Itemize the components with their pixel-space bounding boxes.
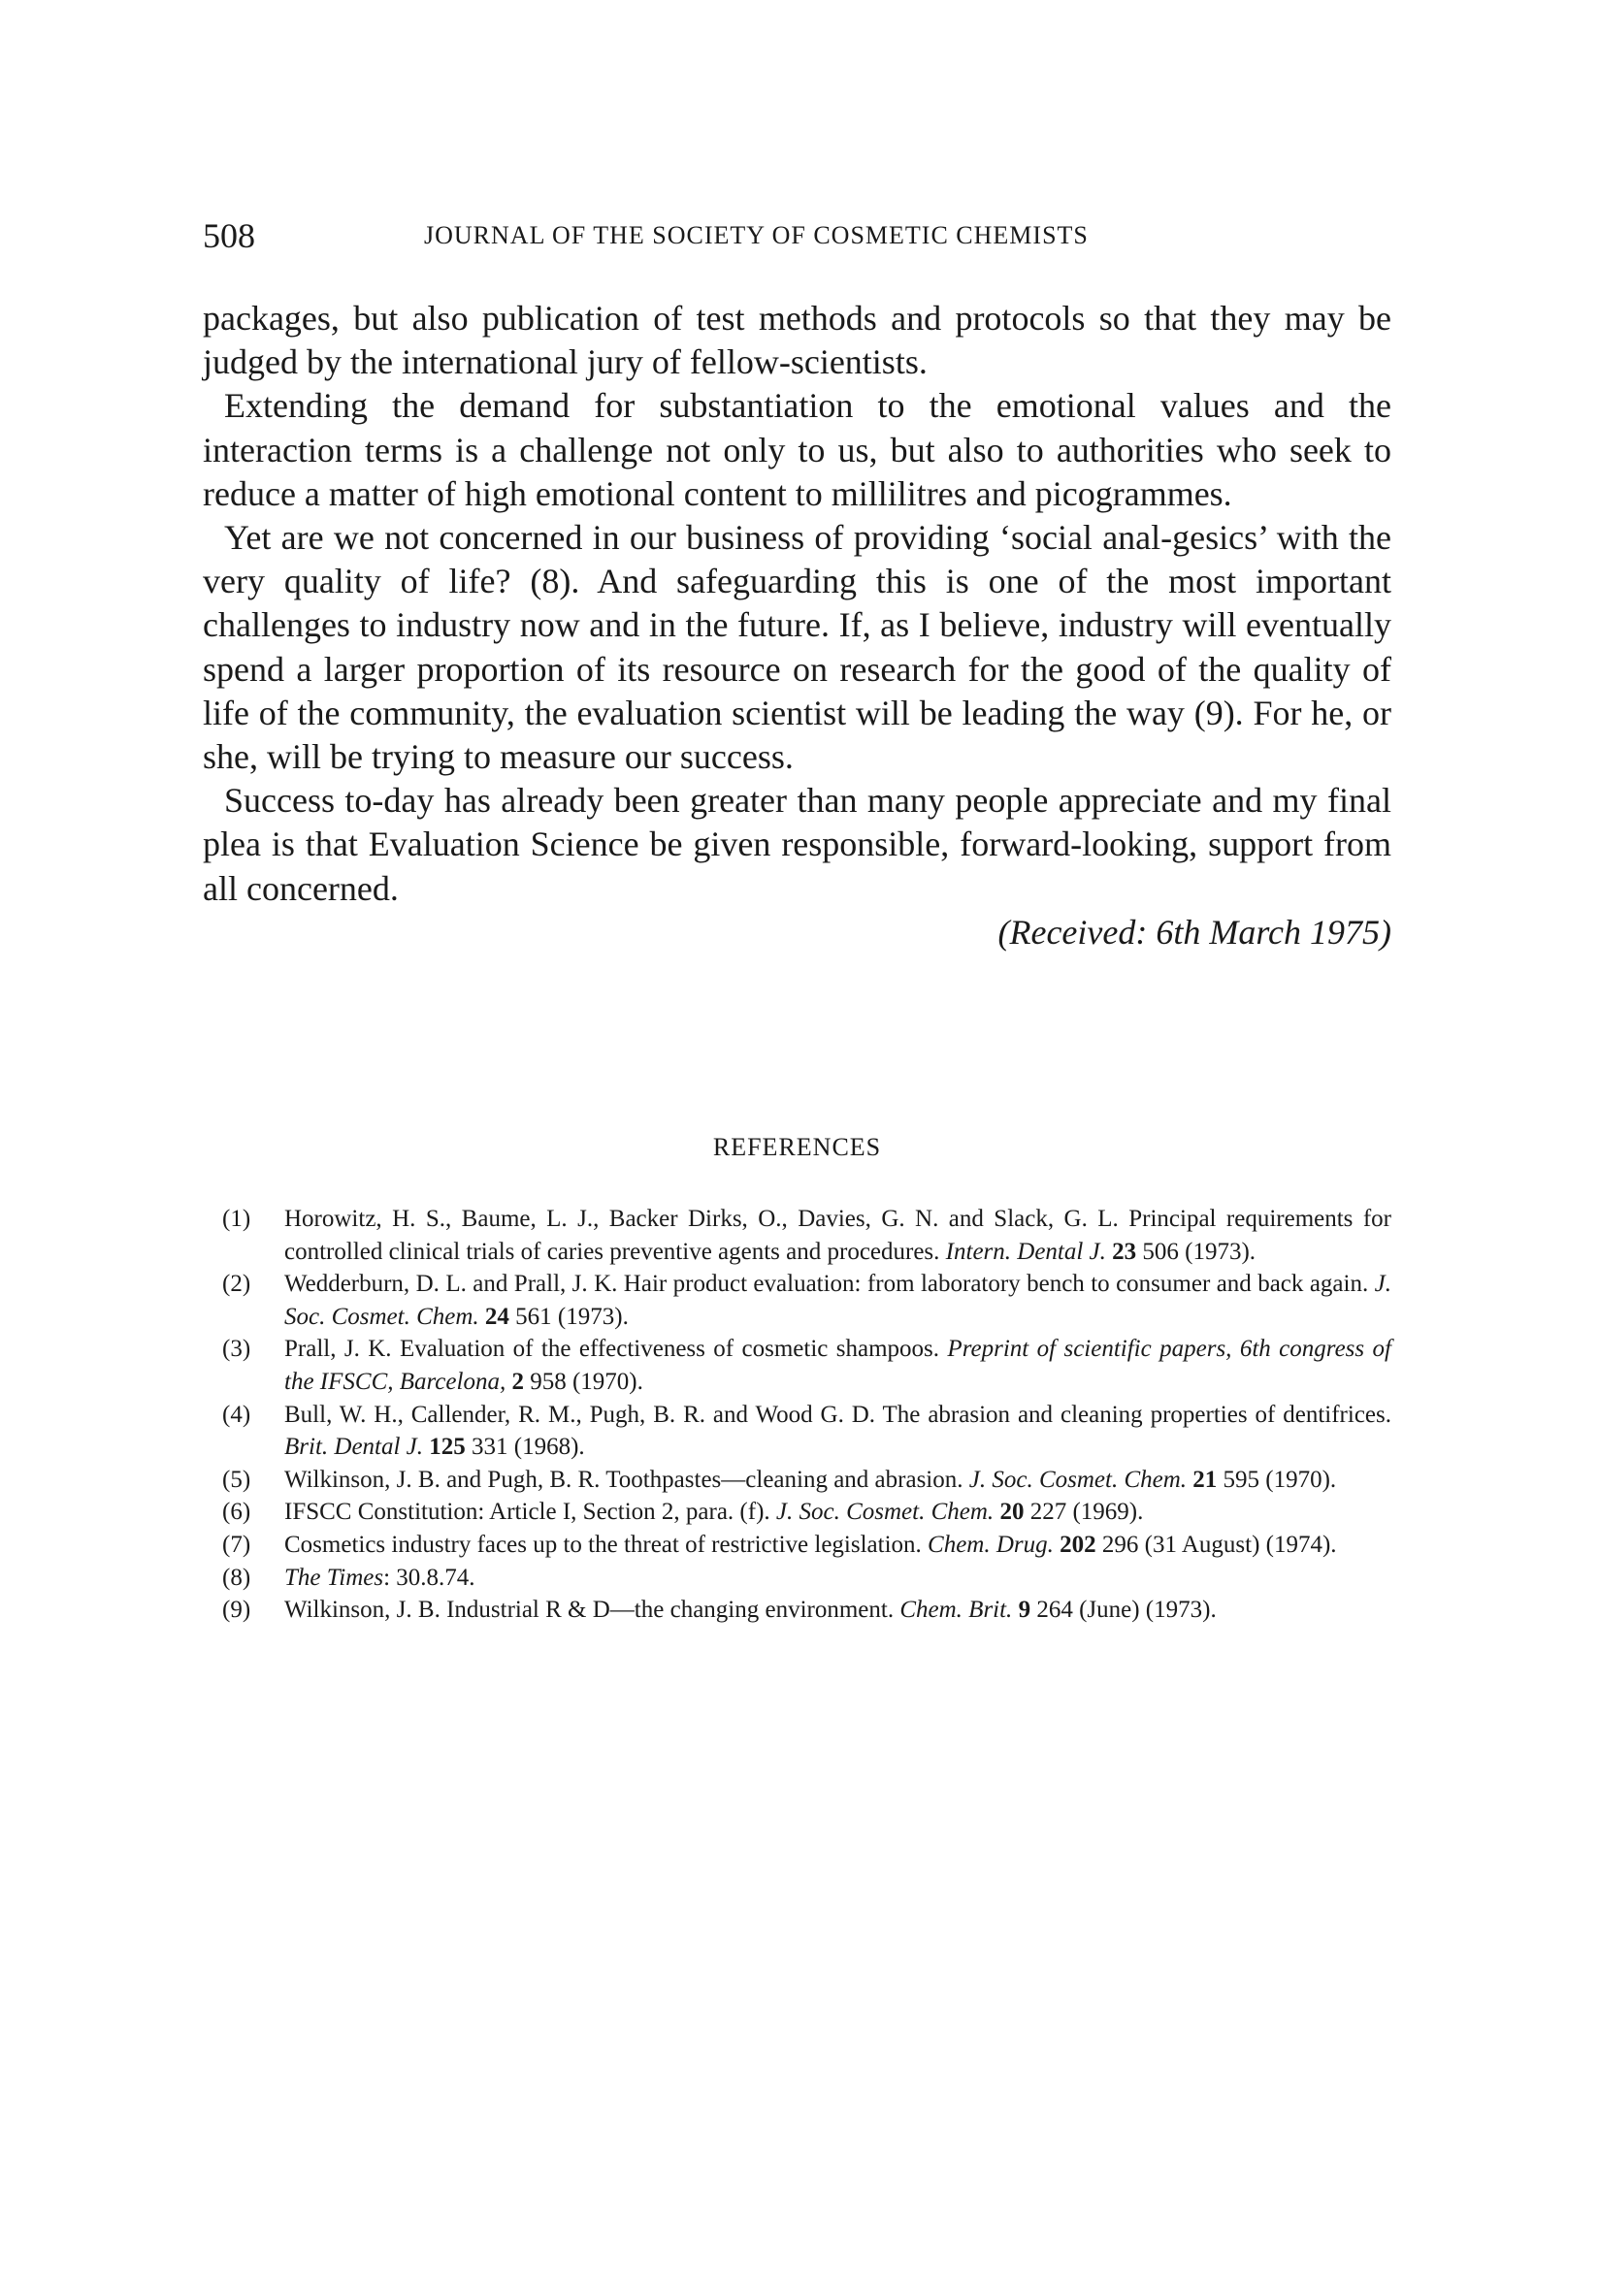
reference-text: 24 [484,1303,509,1330]
reference-text: 595 (1970). [1217,1466,1337,1493]
reference-item [222,1203,1391,1268]
reference-item [222,1464,1391,1497]
reference-number: (8) [222,1564,251,1591]
reference-text: 21 [1192,1466,1218,1493]
reference-text: 23 [1112,1238,1137,1265]
paragraph: Extending the demand for substantiation to the emotional values and the interaction terms is a challenge not only to us, but also to authorities who seek to reduce a matter of high emotional content to millilitres and picogrammes. [203,386,1391,513]
reference-text: J. Soc. Cosmet. Chem. [968,1466,1188,1493]
paragraph: Yet are we not concerned in our business of providing ‘social anal-gesics’ with the very quality of life? (8). And safeguarding this is one of the most important challenges to industry now and in the future. If, as I believe, industry will eventually spend a larger proportion of its resource on research for the good of the quality of life of the community, the evaluation scientist will be leading the way (9). For he, or she, will be trying to measure our success. [203,518,1391,777]
reference-item [222,1399,1391,1464]
reference-text: 2 [511,1368,524,1395]
reference-number: (7) [222,1531,251,1558]
reference-item [222,1268,1391,1333]
reference-text: 125 [429,1434,466,1461]
reference-text: 331 (1968). [465,1434,585,1461]
reference-text: 264 (June) (1973). [1030,1597,1217,1624]
reference-number: (3) [222,1336,251,1363]
reference-item [222,1496,1391,1529]
reference-text: Bull, W. H., Callender, R. M., Pugh, B. R. and Wood G. D. The abrasion and cleaning properties of dentifrices. [284,1401,1391,1428]
reference-text: : 30.8.74. [383,1564,475,1591]
reference-number: (9) [222,1597,251,1624]
reference-text: 227 (1969). [1024,1499,1144,1526]
reference-text: Brit. Dental J. [284,1434,424,1461]
reference-item [222,1529,1391,1562]
body-text [203,297,1391,954]
running-header [203,215,1391,254]
reference-text: 958 (1970). [523,1368,643,1395]
reference-text: 561 (1973). [508,1303,629,1330]
reference-text: 9 [1018,1597,1031,1624]
paragraph: packages, but also publication of test methods and protocols so that they may be judged by the international jury of fellow-scientists. [203,299,1391,382]
reference-text: Chem. Drug. [928,1531,1054,1558]
page-number: 508 [203,216,255,255]
journal-title: JOURNAL OF THE SOCIETY OF COSMETIC CHEMISTS [424,221,1089,249]
reference-text: Wilkinson, J. B. Industrial R & D—the changing environment. [284,1597,900,1624]
reference-text: Wedderburn, D. L. and Prall, J. K. Hair product evaluation: from laboratory bench to consumer and back again. [284,1271,1375,1298]
reference-number: (4) [222,1401,251,1428]
reference-text: J. Soc. Cosmet. Chem. [284,1271,1391,1330]
reference-text: Horowitz, H. S., Baume, L. J., Backer Dirks, O., Davies, G. N. and Slack, G. L. Principal requirements for controlled clinical trials of caries preventive agents and procedures. [284,1206,1391,1265]
received-date: (Received: 6th March 1975) [997,912,1391,952]
reference-text: 506 (1973). [1136,1238,1256,1265]
reference-item [222,1594,1391,1627]
reference-text: J. Soc. Cosmet. Chem. [775,1499,995,1526]
reference-text: Chem. Brit. [899,1597,1013,1624]
reference-number: (2) [222,1271,251,1298]
reference-text: IFSCC Constitution: Article I, Section 2, para. (f). [284,1499,776,1526]
reference-text: Intern. Dental J. [945,1238,1106,1265]
reference-text: Cosmetics industry faces up to the threat of restrictive legislation. [284,1531,929,1558]
reference-item [222,1562,1391,1595]
reference-text: Wilkinson, J. B. and Pugh, B. R. Toothpastes—cleaning and abrasion. [284,1466,969,1493]
reference-number: (1) [222,1206,251,1232]
reference-text: Prall, J. K. Evaluation of the effectiveness of cosmetic shampoos. [284,1336,948,1363]
reference-item [222,1333,1391,1398]
reference-number: (6) [222,1499,251,1526]
reference-number: (5) [222,1466,251,1493]
reference-text: 20 [999,1499,1025,1526]
reference-text: 202 [1060,1531,1096,1558]
references-list [222,1203,1391,1627]
references-heading: REFERENCES [712,1133,882,1161]
reference-text: Preprint of scientific papers, 6th congress of the IFSCC, Barcelona, [284,1336,1391,1395]
paragraph: Success to-day has already been greater than many people appreciate and my final plea is that Evaluation Science be given responsible, forward-looking, support from all concerned. [203,781,1391,908]
reference-text: 296 (31 August) (1974). [1095,1531,1337,1558]
reference-text: The Times [284,1564,384,1591]
